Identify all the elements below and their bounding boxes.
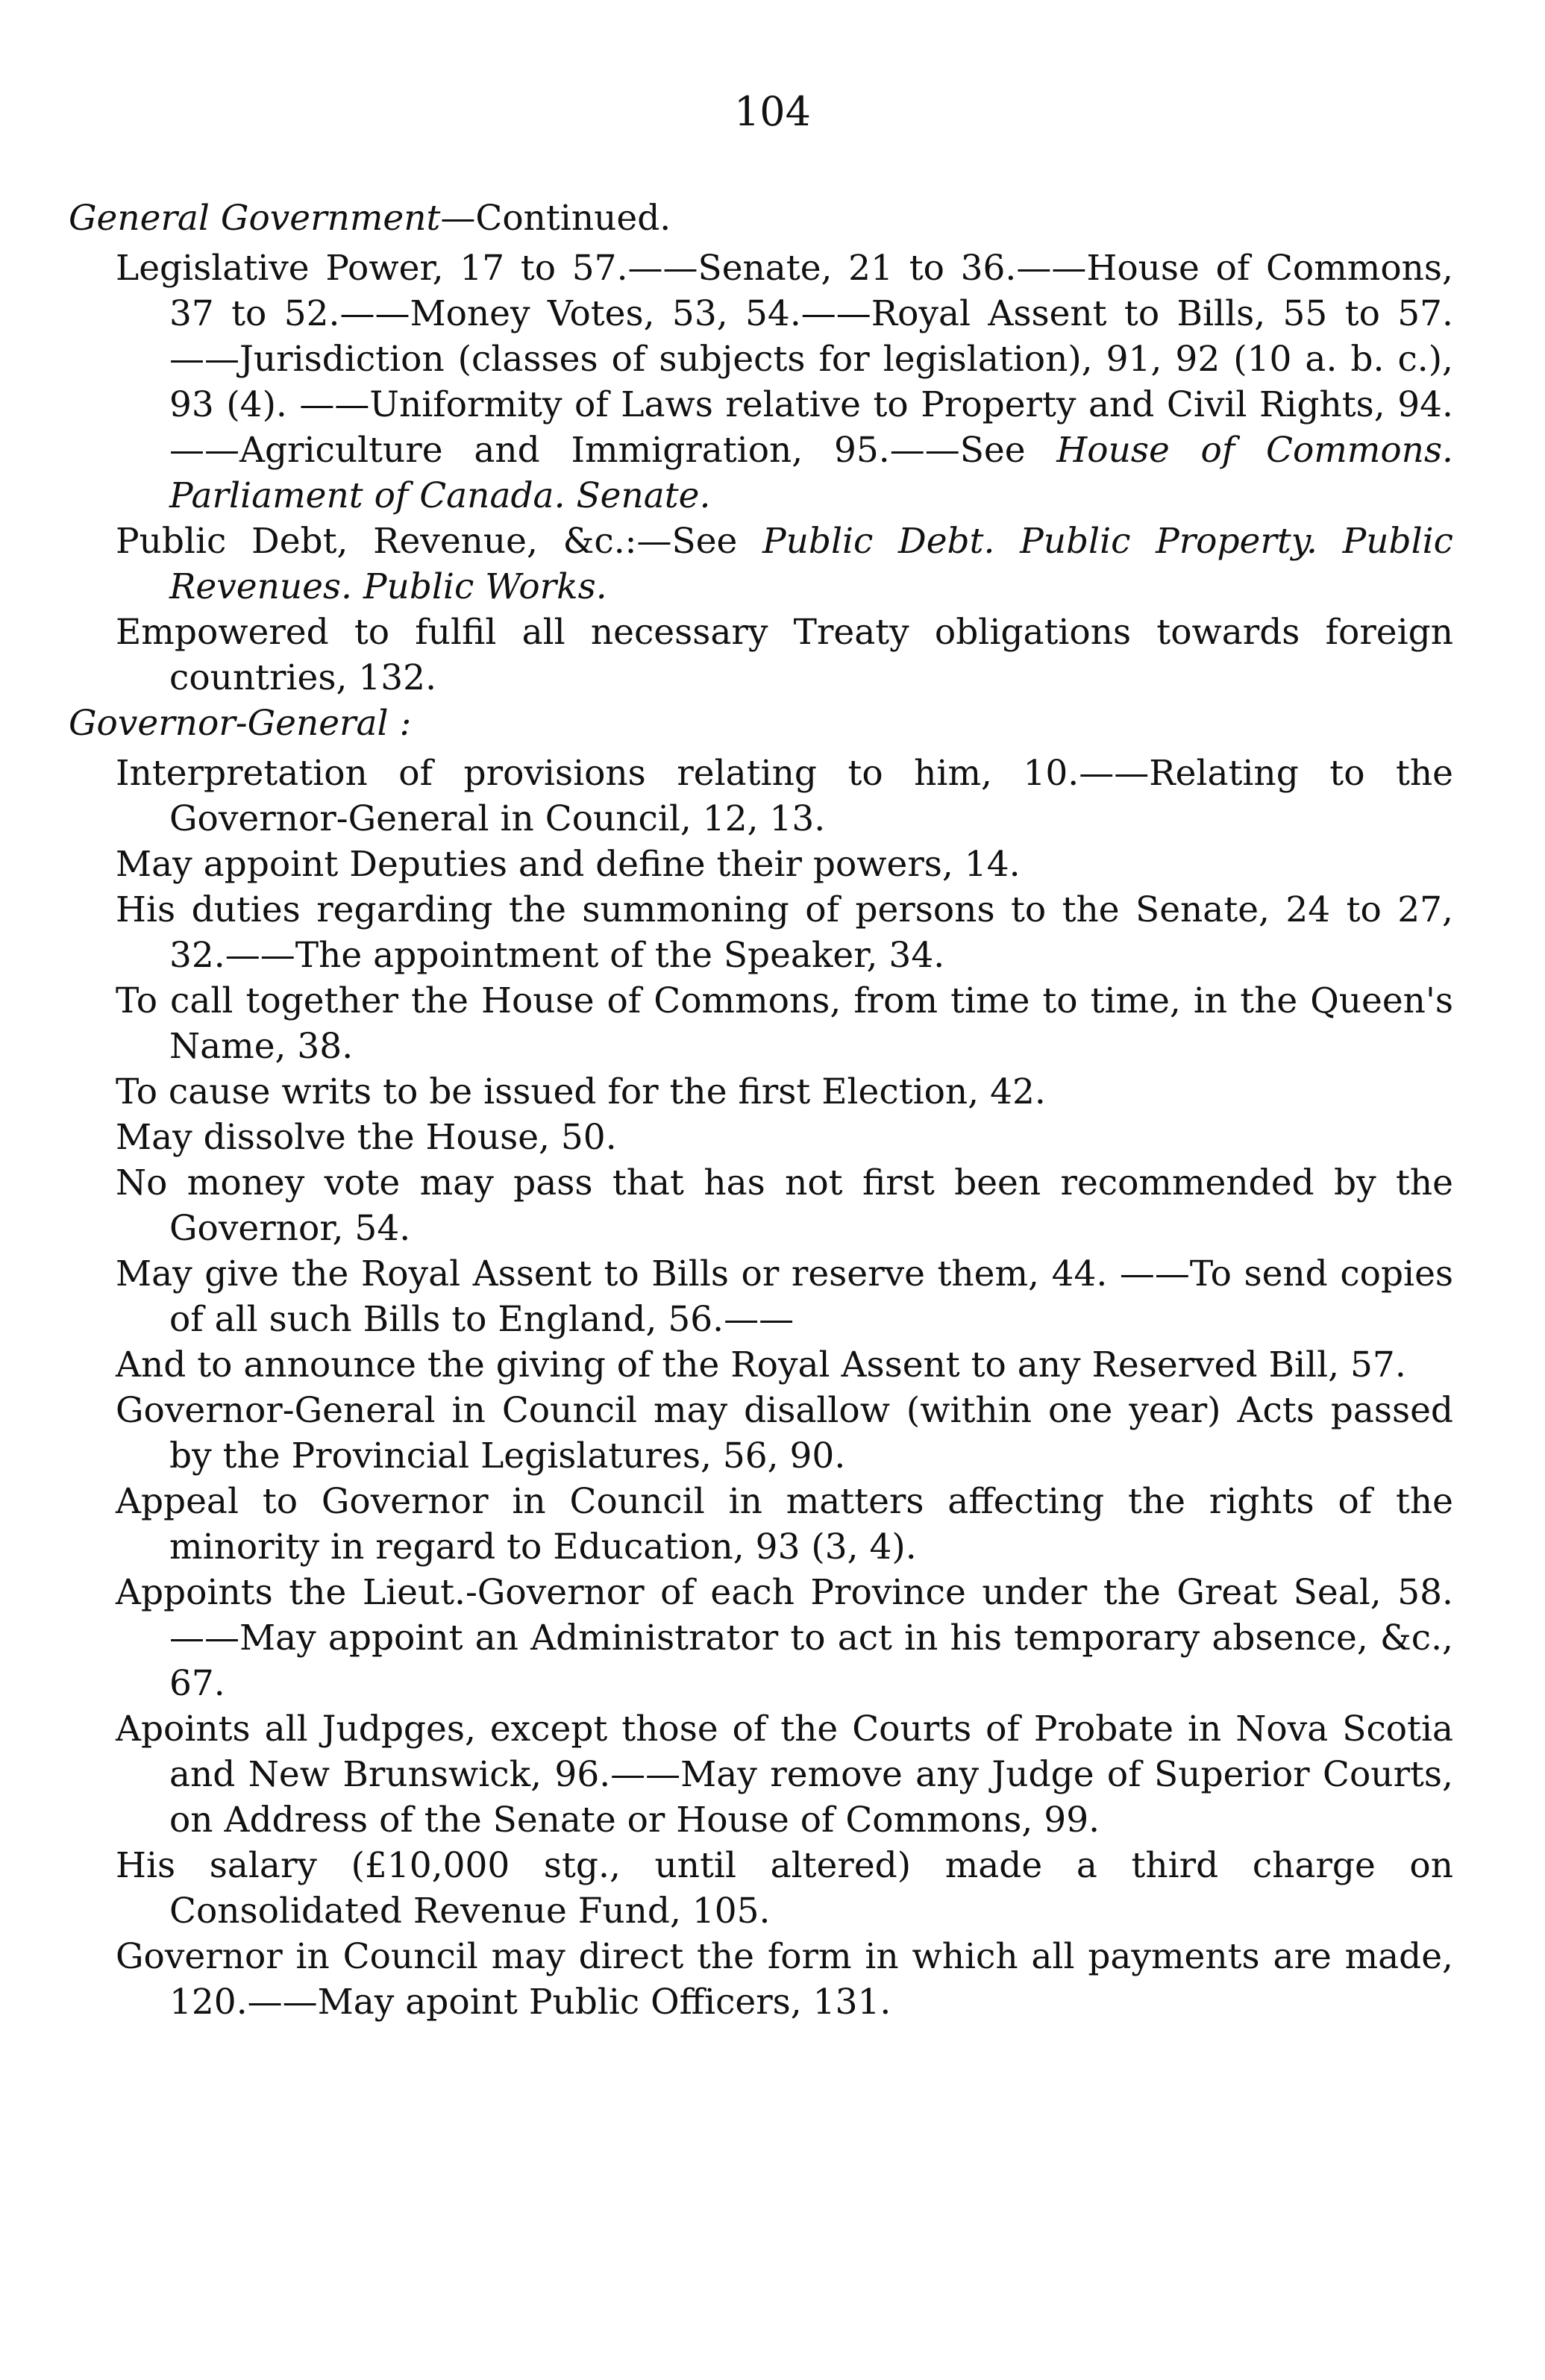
index-entry: Governor-General in Council may disallow (within one year) Acts passed by the Provincial Legislatures, 56, 90. xyxy=(116,1390,1453,1476)
index-entry: Appoints the Lieut.-Governor of each Province under the Great Seal, 58.——May appoint an Administrator to act in his temporary absence, &c., 67. xyxy=(116,1572,1453,1704)
index-content xyxy=(69,195,1453,2025)
governor-general-entries xyxy=(69,751,1453,2025)
index-entry: Interpretation of provisions relating to him, 10.——Relating to the Governor-General in Council, 12, 13. xyxy=(116,753,1453,839)
section-heading-governor-general xyxy=(69,701,1453,746)
heading-italic: General Government xyxy=(69,198,441,239)
index-entry: No money vote may pass that has not first been recommended by the Governor, 54. xyxy=(116,1162,1453,1249)
index-entry: His duties regarding the summoning of persons to the Senate, 24 to 27, 32.——The appointment of the Speaker, 34. xyxy=(116,889,1453,976)
heading-italic: Governor-General : xyxy=(69,703,412,744)
index-entry xyxy=(69,245,1453,519)
heading-continued: —Continued. xyxy=(440,198,671,239)
index-entry: To call together the House of Commons, from time to time, in the Queen's Name, 38. xyxy=(116,980,1453,1067)
index-entry: Appeal to Governor in Council in matters affecting the rights of the minority in regard to Education, 93 (3, 4). xyxy=(116,1481,1453,1568)
entry-text: Legislative Power, 17 to 57.——Senate, 21 to 36.——House of Commons, 37 to 52.——Money Votes, 53, 54.——Royal Assent to Bills, 55 to 57.——Jurisdiction (classes of subjects for legislation), 91, 92 (10 a. b. c.), 93 (4). ——Uniformity of Laws relative to Property and Civil Rights, 94.——Agriculture and Immigration, 95.——See xyxy=(116,248,1453,471)
entry-text: Empowered to fulfil all necessary Treaty obligations towards foreign countries, 132. xyxy=(116,612,1453,698)
index-entry: To cause writs to be issued for the first Election, 42. xyxy=(116,1071,1046,1112)
page-number: 104 xyxy=(733,88,812,135)
index-entry: His salary (£10,000 stg., until altered) made a third charge on Consolidated Revenue Fund, 105. xyxy=(116,1845,1453,1932)
index-entry: Apoints all Judpges, except those of the Courts of Probate in Nova Scotia and New Brunswick, 96.——May remove any Judge of Superior Courts, on Address of the Senate or House of Commons, 99. xyxy=(116,1709,1453,1841)
index-entry xyxy=(69,519,1453,610)
index-entry: And to announce the giving of the Royal Assent to any Reserved Bill, 57. xyxy=(116,1344,1406,1385)
entry-cross-reference: Public Debt. Public Property. Public Revenues. Public Works. xyxy=(169,521,1453,607)
index-entry: May dissolve the House, 50. xyxy=(116,1117,617,1158)
entry-text: Public Debt, Revenue, &c.:—See xyxy=(116,521,762,562)
index-entry: May appoint Deputies and define their powers, 14. xyxy=(116,844,1021,885)
section-heading-general-government xyxy=(69,195,1453,241)
index-entry: May give the Royal Assent to Bills or reserve them, 44. ——To send copies of all such Bills to England, 56.—— xyxy=(116,1253,1453,1340)
entry-cross-reference: House of Commons. Parliament of Canada. Senate. xyxy=(169,430,1453,516)
index-entry: Governor in Council may direct the form in which all payments are made, 120.——May apoint Public Officers, 131. xyxy=(116,1936,1453,2023)
index-entry xyxy=(69,610,1453,701)
general-government-entries xyxy=(69,245,1453,701)
